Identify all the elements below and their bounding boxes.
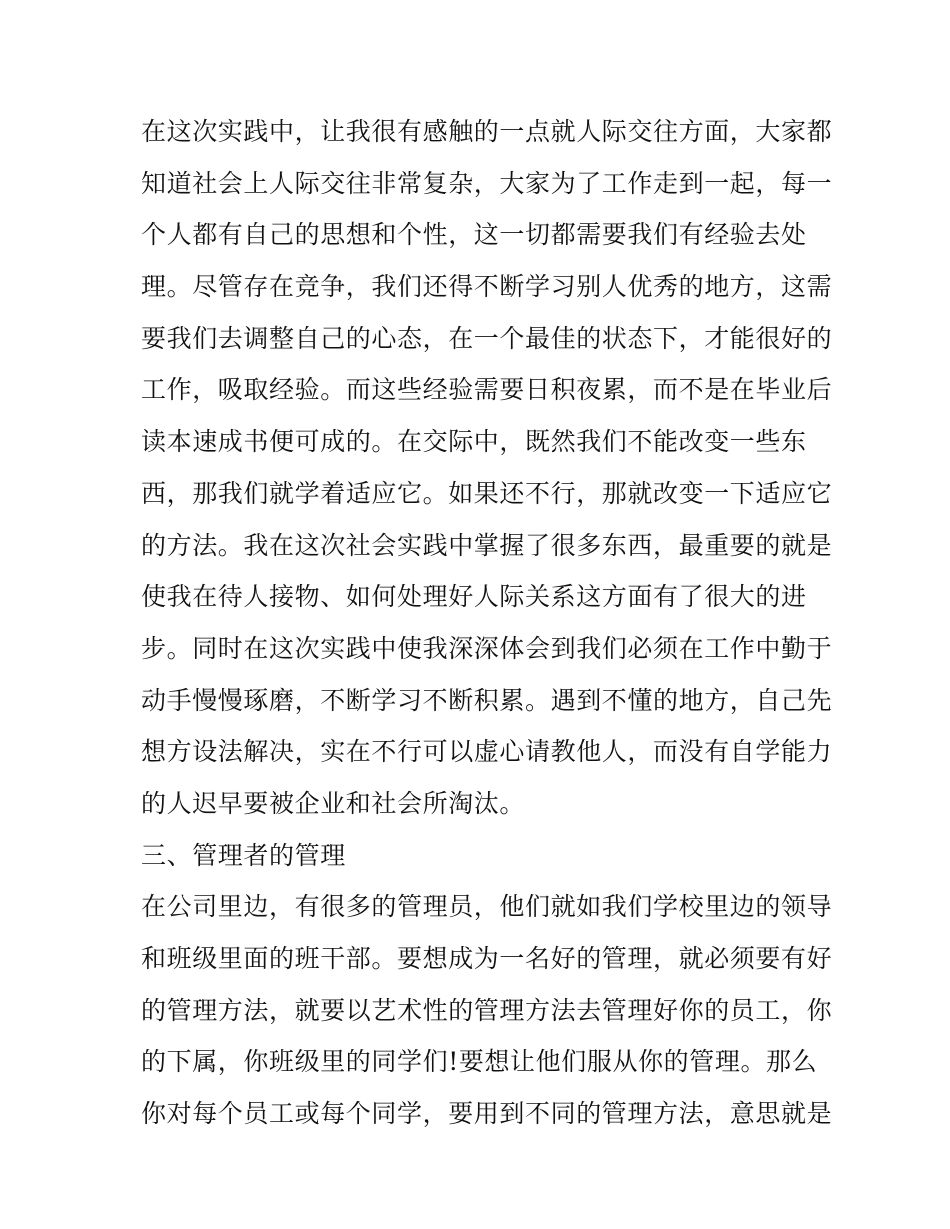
section-heading: 三、管理者的管理: [141, 840, 346, 870]
text-line-13: 想方设法解决，实在不行可以虚心请教他人，而没有自学能力: [141, 737, 833, 767]
text-line-14: 的人迟早要被企业和社会所淘汰。: [141, 788, 526, 818]
text-line-17: 和班级里面的班干部。要想成为一名好的管理，就必须要有好: [141, 944, 833, 973]
text-line-18: 的管理方法，就要以艺术性的管理方法去管理好你的员工，你: [141, 995, 833, 1025]
text-line-10: 使我在待人接物、如何处理好人际关系这方面有了很大的进: [141, 582, 807, 612]
text-line-12: 动手慢慢琢磨，不断学习不断积累。遇到不懂的地方，自己先: [141, 685, 833, 715]
text-line-5: 要我们去调整自己的心态，在一个最佳的状态下，才能很好的: [141, 323, 833, 353]
text-line-19: 的下属，你班级里的同学们!要想让他们服从你的管理。那么: [141, 1047, 818, 1077]
text-line-3: 个人都有自己的思想和个性，这一切都需要我们有经验去处: [141, 220, 807, 250]
text-line-7: 读本速成书便可成的。在交际中，既然我们不能改变一些东: [141, 427, 807, 457]
text-line-6: 工作，吸取经验。而这些经验需要日积夜累，而不是在毕业后: [141, 375, 833, 405]
text-line-16: 在公司里边，有很多的管理员，他们就如我们学校里边的领导: [141, 892, 833, 922]
text-line-2: 知道社会上人际交往非常复杂，大家为了工作走到一起，每一: [141, 168, 833, 198]
text-line-11: 步。同时在这次实践中使我深深体会到我们必须在工作中勤于: [141, 633, 833, 663]
text-line-4: 理。尽管存在竞争，我们还得不断学习别人优秀的地方，这需: [141, 272, 833, 302]
text-line-1: 在这次实践中，让我很有感触的一点就人际交往方面，大家都: [141, 117, 833, 146]
body-text: [141, 106, 833, 1140]
text-line-8: 西，那我们就学着适应它。如果还不行，那就改变一下适应它: [141, 478, 833, 508]
text-line-9: 的方法。我在这次社会实践中掌握了很多东西，最重要的就是: [141, 530, 833, 560]
text-line-20: 你对每个员工或每个同学，要用到不同的管理方法，意思就是: [141, 1099, 833, 1129]
